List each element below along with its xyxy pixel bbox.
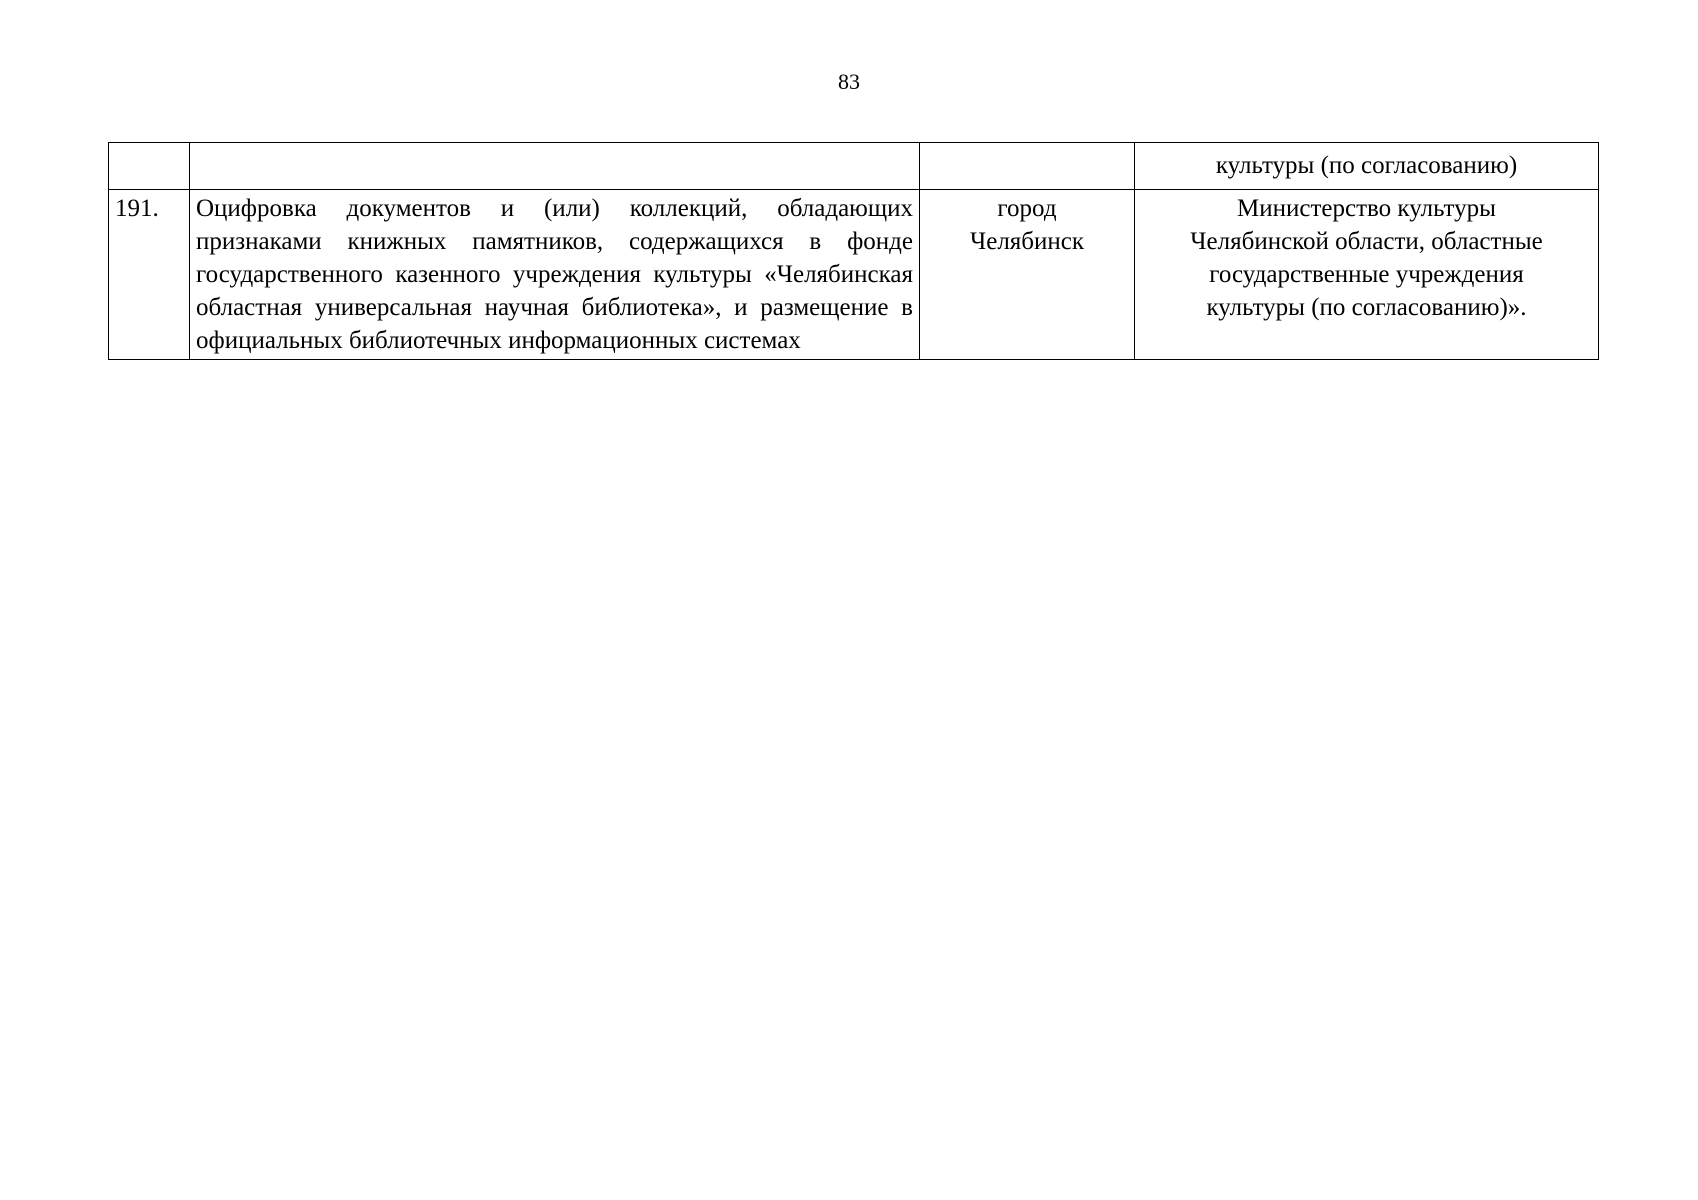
responsible-line: Челябинской области, областные	[1190, 228, 1543, 255]
row-number-cell: 191.	[109, 190, 190, 360]
description-cell	[190, 143, 920, 190]
place-line: город	[997, 195, 1057, 222]
place-line: Челябинск	[969, 228, 1085, 255]
responsible-line: Министерство культуры	[1237, 195, 1496, 222]
place-cell	[920, 143, 1135, 190]
row-number-cell	[109, 143, 190, 190]
description-cell: Оцифровка документов и (или) коллекций, обладающих признаками книжных памятников, содержащихся в фонде государственного казенного учреждения культуры «Челябинская областная универсальная научная библиотека», и размещение в официальных библиотечных информационных системах	[190, 190, 920, 360]
responsible-cell: культуры (по согласованию)	[1135, 143, 1599, 190]
place-cell	[920, 190, 1135, 360]
responsible-line: государственные учреждения	[1209, 261, 1524, 288]
table-row-continuation	[109, 143, 1599, 190]
table-row	[109, 190, 1599, 360]
document-table	[108, 142, 1599, 360]
page-number: 83	[838, 69, 860, 94]
responsible-line: культуры (по согласованию)».	[1206, 294, 1527, 321]
responsible-cell	[1135, 190, 1599, 360]
